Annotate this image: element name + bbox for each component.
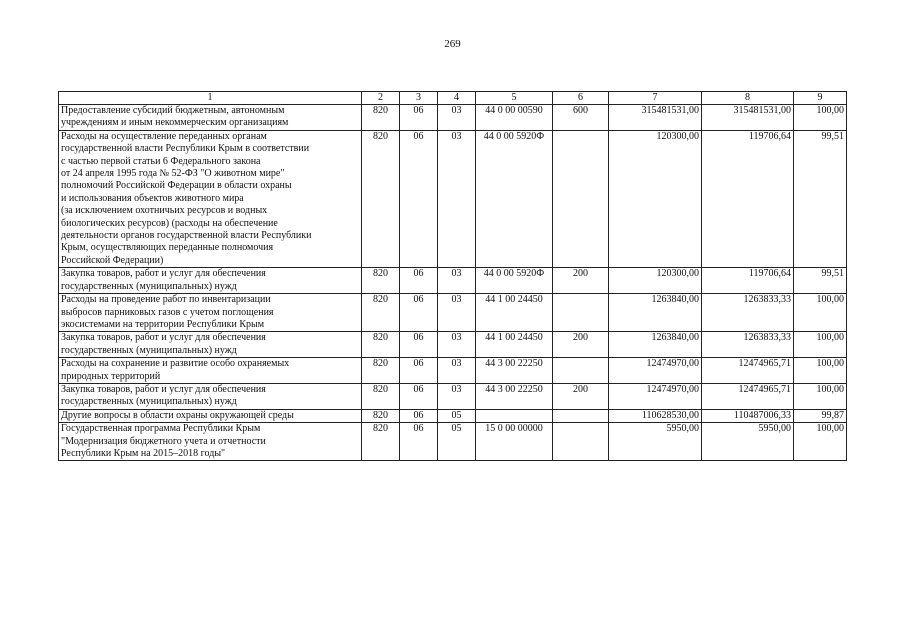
row-description: Закупка товаров, работ и услуг для обеспечения государственных (муниципальных) нужд — [59, 332, 362, 358]
col-header-1: 1 — [59, 92, 362, 105]
execution-percent: 100,00 — [794, 332, 847, 358]
target-article-code: 44 0 00 5920Ф — [476, 268, 553, 294]
executed-amount: 119706,64 — [702, 268, 794, 294]
expense-type-code: 600 — [553, 105, 609, 131]
table-row — [59, 423, 847, 461]
ministry-code: 820 — [362, 294, 400, 332]
section-code: 06 — [400, 105, 438, 131]
executed-amount: 1263833,33 — [702, 294, 794, 332]
expense-type-code — [553, 409, 609, 422]
executed-amount: 110487006,33 — [702, 409, 794, 422]
col-header-4: 4 — [438, 92, 476, 105]
col-header-8: 8 — [702, 92, 794, 105]
subsection-code: 03 — [438, 105, 476, 131]
ministry-code: 820 — [362, 130, 400, 267]
approved-amount: 12474970,00 — [609, 383, 702, 409]
budget-table — [58, 91, 847, 461]
executed-amount: 119706,64 — [702, 130, 794, 267]
row-description: Предоставление субсидий бюджетным, автономным учреждениям и иным некоммерческим организациям — [59, 105, 362, 131]
approved-amount: 120300,00 — [609, 268, 702, 294]
subsection-code: 05 — [438, 423, 476, 461]
approved-amount: 110628530,00 — [609, 409, 702, 422]
ministry-code: 820 — [362, 383, 400, 409]
execution-percent: 99,87 — [794, 409, 847, 422]
section-code: 06 — [400, 268, 438, 294]
row-description: Государственная программа Республики Крым "Модернизация бюджетного учета и отчетности Республики Крым на 2015–2018 годы" — [59, 423, 362, 461]
subsection-code: 03 — [438, 358, 476, 384]
approved-amount: 1263840,00 — [609, 332, 702, 358]
ministry-code: 820 — [362, 105, 400, 131]
target-article-code: 44 1 00 24450 — [476, 294, 553, 332]
col-header-6: 6 — [553, 92, 609, 105]
executed-amount: 12474965,71 — [702, 358, 794, 384]
target-article-code: 44 3 00 22250 — [476, 383, 553, 409]
target-article-code: 44 0 00 00590 — [476, 105, 553, 131]
section-code: 06 — [400, 409, 438, 422]
approved-amount: 120300,00 — [609, 130, 702, 267]
execution-percent: 100,00 — [794, 383, 847, 409]
approved-amount: 12474970,00 — [609, 358, 702, 384]
subsection-code: 05 — [438, 409, 476, 422]
execution-percent: 100,00 — [794, 105, 847, 131]
row-description: Расходы на осуществление переданных органам государственной власти Республики Крым в соответствии с частью первой статьи 6 Федерального закона от 24 апреля 1995 года № 52-ФЗ "О животном мире" полномочий Российской Федерации в области охраны и использования объектов животного мира (за исключением охотничьих ресурсов и водных биологических ресурсов) (расходы на обеспечение деятельности органов государственной власти Республики Крым, осуществляющих переданные полномочия Российской Федерации) — [59, 130, 362, 267]
section-code: 06 — [400, 294, 438, 332]
section-code: 06 — [400, 358, 438, 384]
target-article-code: 44 3 00 22250 — [476, 358, 553, 384]
col-header-2: 2 — [362, 92, 400, 105]
section-code: 06 — [400, 383, 438, 409]
section-code: 06 — [400, 332, 438, 358]
ministry-code: 820 — [362, 268, 400, 294]
executed-amount: 1263833,33 — [702, 332, 794, 358]
ministry-code: 820 — [362, 332, 400, 358]
subsection-code: 03 — [438, 383, 476, 409]
execution-percent: 100,00 — [794, 423, 847, 461]
section-code: 06 — [400, 423, 438, 461]
target-article-code — [476, 409, 553, 422]
table-row — [59, 383, 847, 409]
executed-amount: 5950,00 — [702, 423, 794, 461]
approved-amount: 5950,00 — [609, 423, 702, 461]
approved-amount: 315481531,00 — [609, 105, 702, 131]
table-row — [59, 130, 847, 267]
expense-type-code — [553, 294, 609, 332]
subsection-code: 03 — [438, 130, 476, 267]
table-row — [59, 105, 847, 131]
target-article-code: 44 1 00 24450 — [476, 332, 553, 358]
table-row — [59, 332, 847, 358]
expense-type-code: 200 — [553, 268, 609, 294]
section-code: 06 — [400, 130, 438, 267]
expense-type-code: 200 — [553, 332, 609, 358]
row-description: Расходы на сохранение и развитие особо охраняемых природных территорий — [59, 358, 362, 384]
execution-percent: 100,00 — [794, 358, 847, 384]
subsection-code: 03 — [438, 268, 476, 294]
execution-percent: 99,51 — [794, 130, 847, 267]
expense-type-code: 200 — [553, 383, 609, 409]
row-description: Другие вопросы в области охраны окружающей среды — [59, 409, 362, 422]
subsection-code: 03 — [438, 332, 476, 358]
ministry-code: 820 — [362, 423, 400, 461]
row-description: Закупка товаров, работ и услуг для обеспечения государственных (муниципальных) нужд — [59, 383, 362, 409]
ministry-code: 820 — [362, 358, 400, 384]
expense-type-code — [553, 130, 609, 267]
table-row — [59, 358, 847, 384]
target-article-code: 44 0 00 5920Ф — [476, 130, 553, 267]
col-header-9: 9 — [794, 92, 847, 105]
executed-amount: 315481531,00 — [702, 105, 794, 131]
table-row — [59, 294, 847, 332]
table-row — [59, 268, 847, 294]
executed-amount: 12474965,71 — [702, 383, 794, 409]
approved-amount: 1263840,00 — [609, 294, 702, 332]
column-number-header-row — [59, 92, 847, 105]
col-header-3: 3 — [400, 92, 438, 105]
ministry-code: 820 — [362, 409, 400, 422]
page-number: 269 — [444, 38, 461, 50]
row-description: Закупка товаров, работ и услуг для обеспечения государственных (муниципальных) нужд — [59, 268, 362, 294]
col-header-7: 7 — [609, 92, 702, 105]
execution-percent: 99,51 — [794, 268, 847, 294]
expense-type-code — [553, 423, 609, 461]
col-header-5: 5 — [476, 92, 553, 105]
execution-percent: 100,00 — [794, 294, 847, 332]
subsection-code: 03 — [438, 294, 476, 332]
expense-type-code — [553, 358, 609, 384]
row-description: Расходы на проведение работ по инвентаризации выбросов парниковых газов с учетом поглощения экосистемами на территории Республики Крым — [59, 294, 362, 332]
target-article-code: 15 0 00 00000 — [476, 423, 553, 461]
table-row — [59, 409, 847, 422]
